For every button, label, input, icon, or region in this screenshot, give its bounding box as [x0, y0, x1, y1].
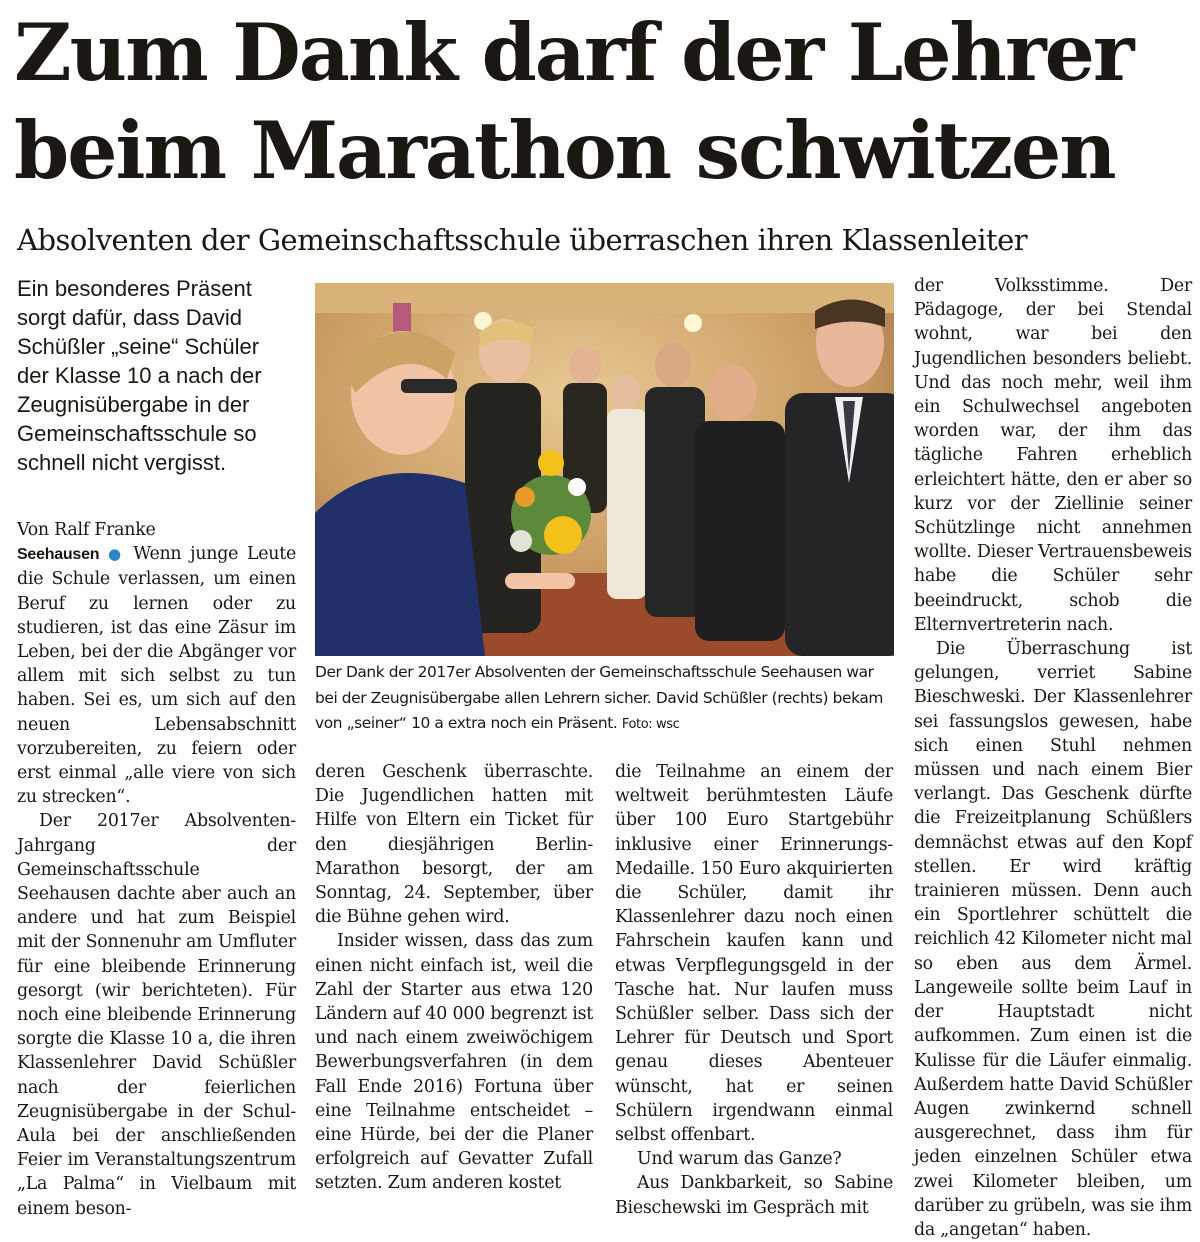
headline [14, 4, 1194, 200]
article-paragraph: Die Überraschung ist gelungen, verriet Sabine Bieschweski. Der Klassenlehrer sei fassungslos gewesen, habe sich einen Stuhl nehmen müssen und nach einem Bier verlangt. Das Geschenk dürfte die Freizeitplanung Schüßlers demnächst etwas auf den Kopf stellen. Er wird kräftig trainieren müssen. Denn auch ein Sportlehrer schüttelt die reichlich 42 Kilometer nicht mal so eben aus dem Ärmel. Langeweile sollte beim Lauf in der Hauptstadt nicht aufkommen. Zum einen ist die Kulisse für die Läufer einmalig. Außerdem hatte David Schüßler Augen zwinkernd schnell ausgerechnet, dass ihm für jeden einzelnen Schüler etwa zwei Kilometer bleiben, um darüber zu grübeln, was sie ihm da „angetan“ haben. [914, 639, 1192, 1240]
headline-line-2: beim Marathon schwitzen [14, 104, 1115, 197]
subtitle: Absolventen der Gemeinschaftsschule überraschen ihren Klassenleiter [17, 223, 1028, 257]
article-paragraph: der Volksstimme. Der Pädagoge, der bei Stendal wohnt, war bei den Jugendlichen besonders beliebt. Und das noch mehr, weil ihm ein Schulwechsel angeboten worden war, der ihm das tägliche Fahren erheblich erleichtert hätte, den er aber so kurz vor der Ziellinie seiner Schützlinge nicht annehmen wollte. Dieser Vertrauensbeweis habe die Schüler sehr beeindruckt, schob die Elternvertreterin nach. [914, 276, 1192, 635]
article-paragraph: Aus Dankbarkeit, so Sabine Bieschewski im Gespräch mit [615, 1173, 893, 1218]
photo-caption [315, 660, 897, 738]
intro-lead: Ein besonderes Präsent sorgt dafür, dass David Schüßler „seine“ Schüler der Klasse 10 a nach der Zeugnisübergabe in der Gemeinschaftsschule so schnell nicht vergisst. [17, 276, 262, 475]
article-paragraph: Und warum das Ganze? [637, 1149, 842, 1170]
article-paragraph: Der 2017er Absolventen-Jahrgang der Gemeinschaftsschule Seehausen dachte aber auch an andere und hat zum Beispiel mit der Sonnenuhr am Umfluter für eine bleibende Erinnerung gesorgt (wir berichteten). Für noch eine bleibende Erinnerung sorgte die Klasse 10 a, die ihren Klassenlehrer David Schüßler nach der feierlichen Zeugnisübergabe in der Schul-Aula bei der anschließenden Feier im Veranstaltungszentrum „La Palma“ in Vielbaum mit einem beson- [17, 811, 296, 1219]
dateline: Seehausen [17, 546, 100, 564]
article-paragraph: Insider wissen, dass das zum einen nicht einfach ist, weil die Zahl der Starter aus etwa 120 Ländern auf 40 000 begrenzt ist und nach einem zweiwöchigem Bewerbungsverfahren (in dem Fall Ende 2016) Fortuna über eine Teilnahme entscheidet – eine Hürde, bei der die Planer erfolgreich auf Gevatter Zufall setzten. Zum anderen kostet [315, 931, 593, 1194]
paragraph-text: Wenn junge Leute die Schule verlassen, um einen Beruf zu lernen oder zu studieren, ist das eine Zäsur im Leben, bei der die Abgänger vor allem mit sich selbst zu tun haben. Sei es, um sich auf den neuen Lebensabschnitt vorzubereiten, zu feiern oder erst einmal „alle viere von sich zu strecken“. [17, 544, 297, 808]
article-photo [315, 283, 894, 656]
article-column-3 [615, 760, 893, 1220]
photo-credit: Foto: wsc [621, 717, 680, 732]
byline: Von Ralf Franke [17, 520, 156, 540]
photo-teacher-students-icon [315, 283, 894, 656]
headline-line-1: Zum Dank darf der Lehrer [14, 6, 1133, 99]
article-paragraph: die Teilnahme an einem der weltweit berühmtesten Läufe über 100 Euro Startgebühr inklusive einer Erinnerungs-Medaille. 150 Euro akquirierten die Schüler, damit ihr Klassenlehrer dazu noch einen Fahrschein kaufen kann und etwas Verpflegungsgeld in der Tasche hat. Nur laufen muss Schüßler selber. Dass sich der Lehrer für Deutsch und Sport genau dieses Abenteuer wünscht, hat er seinen Schülern irgendwann einmal selbst offenbart. [615, 762, 893, 1146]
article-paragraph: deren Geschenk überraschte. Die Jugendlichen hatten mit Hilfe von Eltern ein Ticket für den diesjährigen Berlin-Marathon besorgt, der am Sonntag, 24. September, über die Bühne gehen wird. [315, 762, 593, 928]
bullet-dot-icon: ● [108, 545, 125, 564]
article-column-2 [315, 760, 593, 1196]
caption-text: Der Dank der 2017er Absolventen der Gemeinschaftsschule Seehausen war bei der Zeugnisübergabe allen Lehrern sicher. David Schüßler (rechts) bekam von „seiner“ 10 a extra noch ein Präsent. [315, 663, 883, 732]
article-paragraph [17, 542, 296, 809]
article-column-1 [17, 518, 296, 1221]
article-column-4 [914, 274, 1192, 1242]
